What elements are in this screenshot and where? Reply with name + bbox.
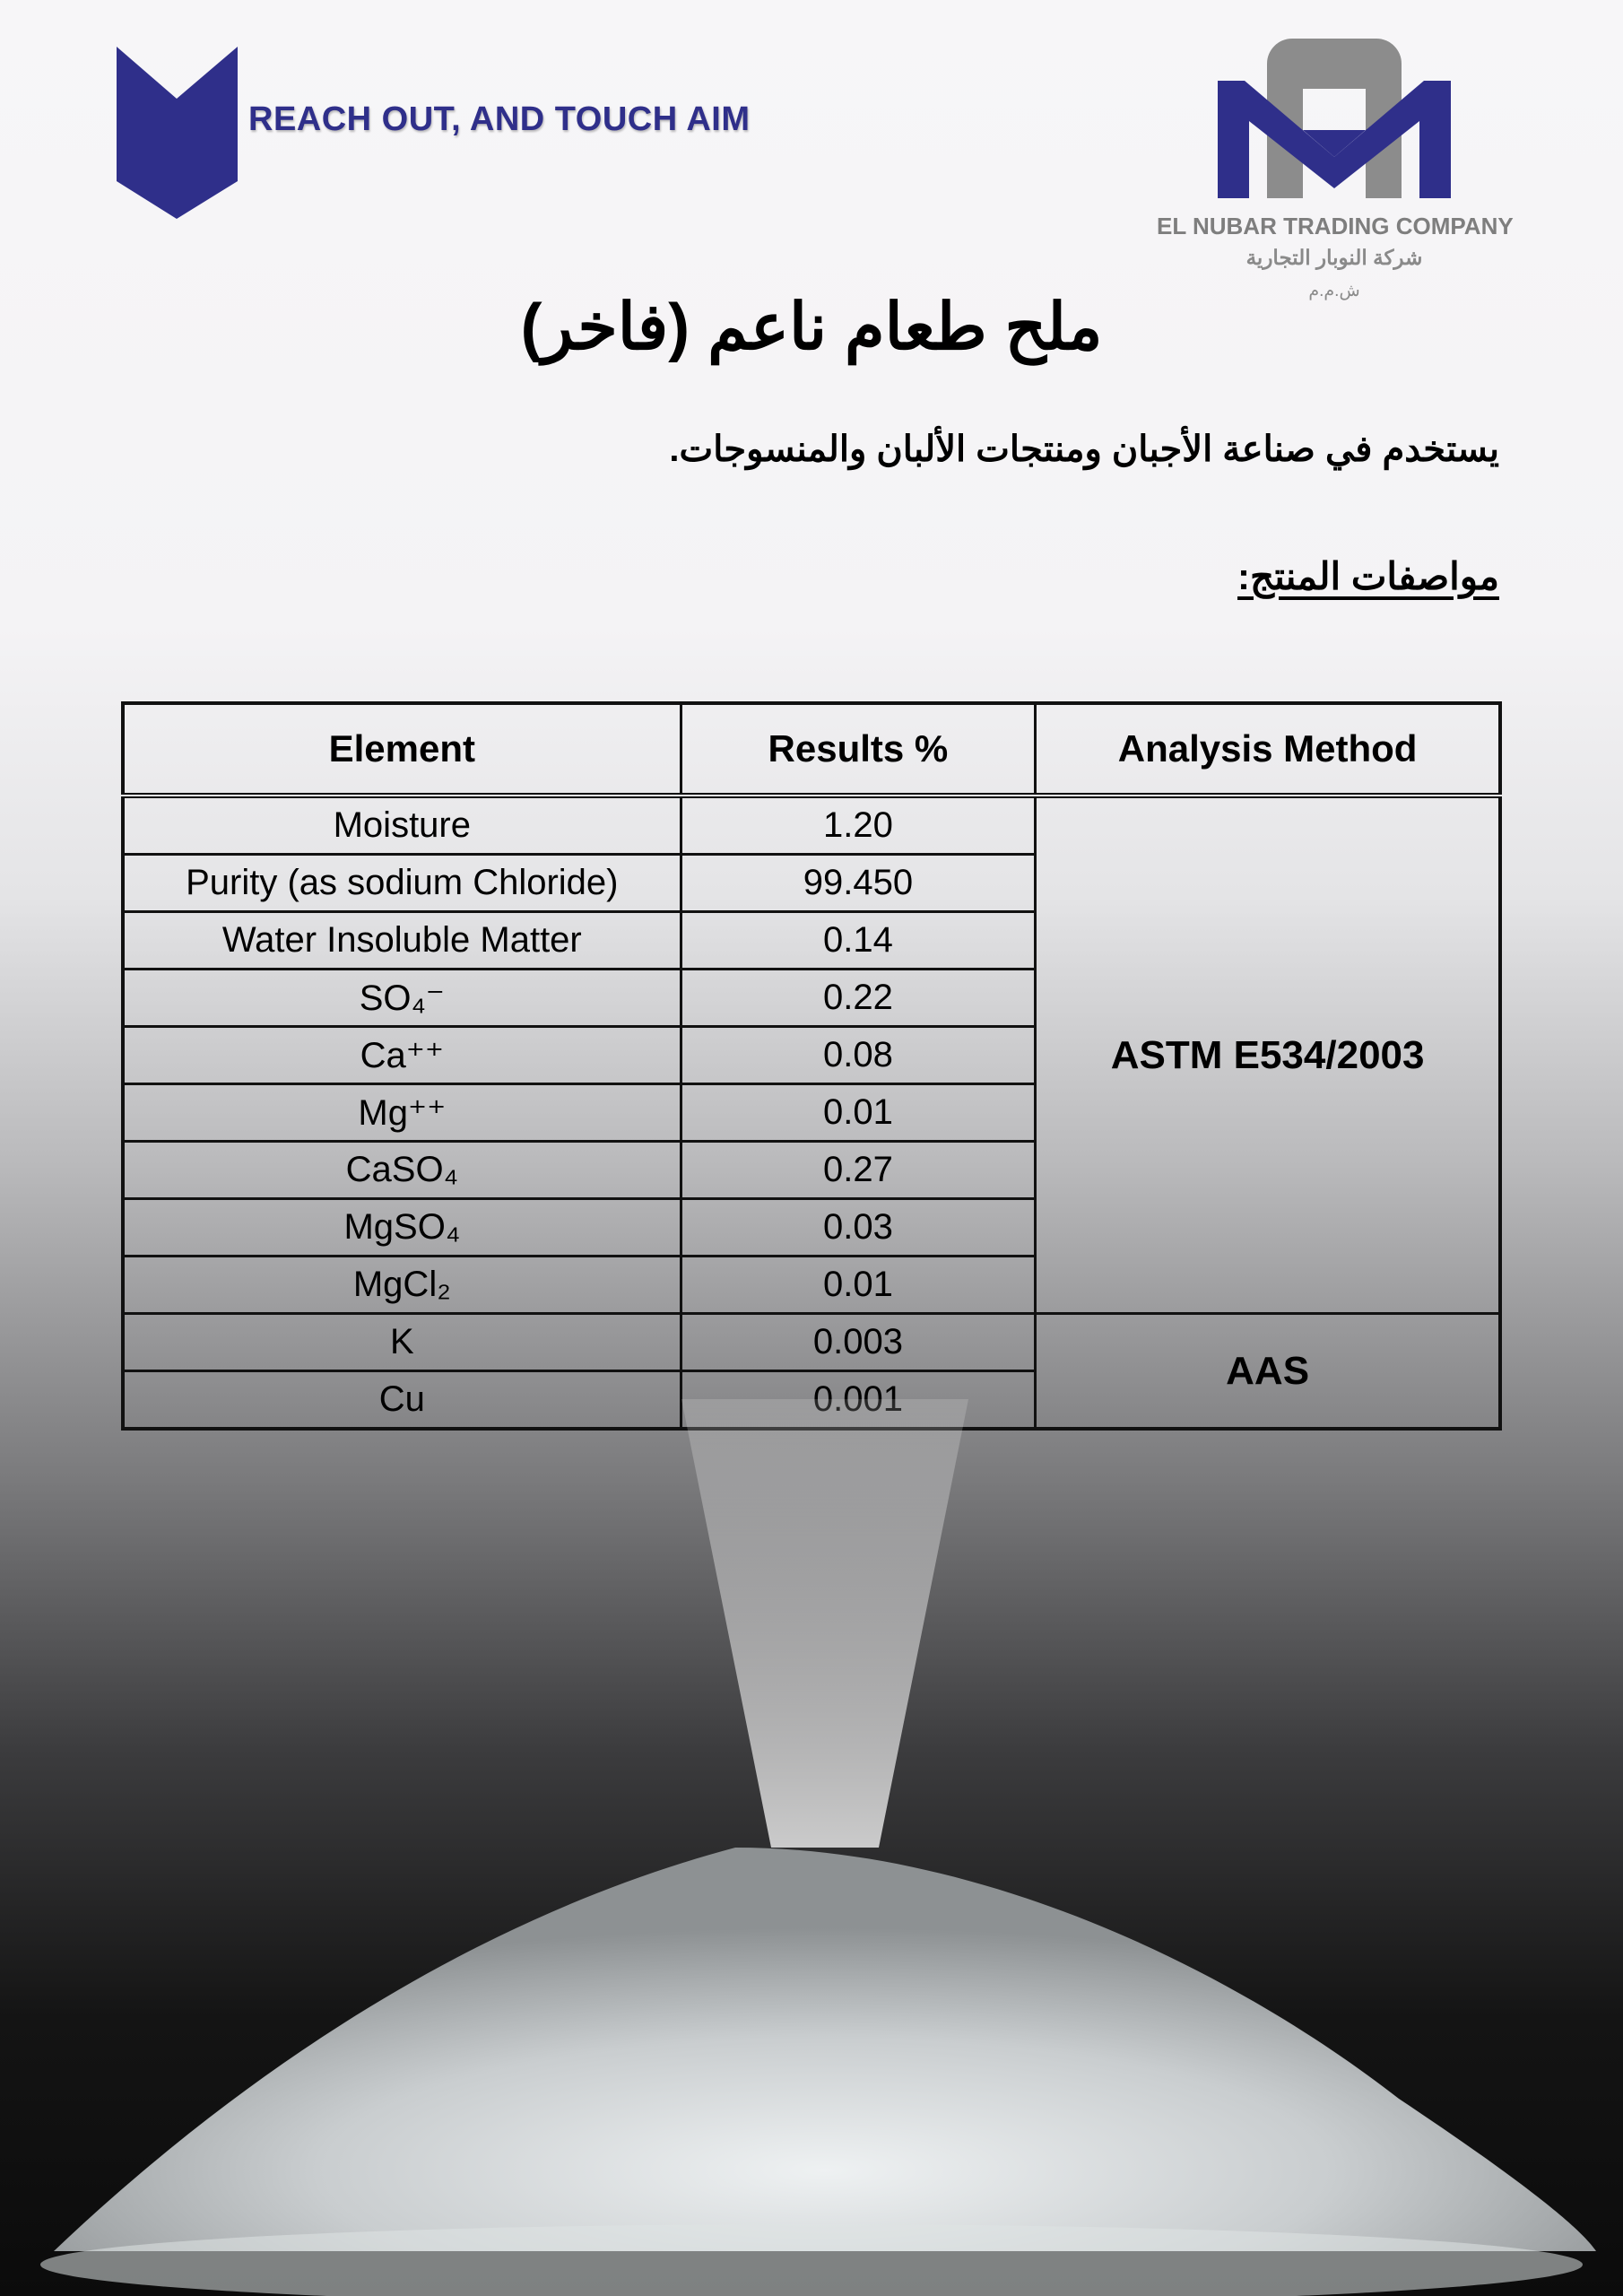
result-cell: 0.01 <box>681 1084 1036 1142</box>
element-cell: MgSO₄ <box>123 1199 681 1257</box>
element-cell: Cu <box>123 1371 681 1430</box>
company-name-ar: شركة النوبار التجارية <box>1245 246 1423 269</box>
element-cell: K <box>123 1314 681 1371</box>
result-cell: 99.450 <box>681 855 1036 912</box>
company-name-en: EL NUBAR TRADING COMPANY <box>1157 213 1514 239</box>
method-cell: ASTM E534/2003 <box>1036 796 1500 1314</box>
element-cell: Moisture <box>123 796 681 855</box>
slogan-text: REACH OUT, AND TOUCH AIM <box>248 100 751 138</box>
table-row <box>123 1314 1500 1371</box>
result-cell: 1.20 <box>681 796 1036 855</box>
salt-pile-image <box>0 1399 1623 2296</box>
table-row <box>123 796 1500 855</box>
company-monogram-logo-icon <box>1218 31 1451 202</box>
result-cell: 0.01 <box>681 1257 1036 1314</box>
method-cell: AAS <box>1036 1314 1500 1430</box>
element-cell: Mg⁺⁺ <box>123 1084 681 1142</box>
element-cell: MgCl₂ <box>123 1257 681 1314</box>
result-cell: 0.27 <box>681 1142 1036 1199</box>
result-cell: 0.14 <box>681 912 1036 970</box>
result-cell: 0.08 <box>681 1027 1036 1084</box>
element-cell: CaSO₄ <box>123 1142 681 1199</box>
company-legal-type: ش.م.م <box>1308 282 1360 300</box>
header-results: Results % <box>681 703 1036 796</box>
product-title: ملح طعام ناعم (فاخر) <box>520 291 1103 363</box>
specs-heading: مواصفات المنتج: <box>1237 555 1499 597</box>
product-description: يستخدم في صناعة الأجبان ومنتجات الألبان والمنسوجات. <box>669 430 1499 469</box>
result-cell: 0.003 <box>681 1314 1036 1371</box>
result-cell: 0.22 <box>681 970 1036 1027</box>
result-cell: 0.03 <box>681 1199 1036 1257</box>
element-cell: Water Insoluble Matter <box>123 912 681 970</box>
table-header-row <box>123 703 1500 796</box>
element-cell: SO₄⁻ <box>123 970 681 1027</box>
spec-table <box>121 701 1502 1431</box>
chevron-logo-icon <box>117 47 238 219</box>
element-cell: Ca⁺⁺ <box>123 1027 681 1084</box>
header-analysis-method: Analysis Method <box>1036 703 1500 796</box>
header-element: Element <box>123 703 681 796</box>
element-cell: Purity (as sodium Chloride) <box>123 855 681 912</box>
